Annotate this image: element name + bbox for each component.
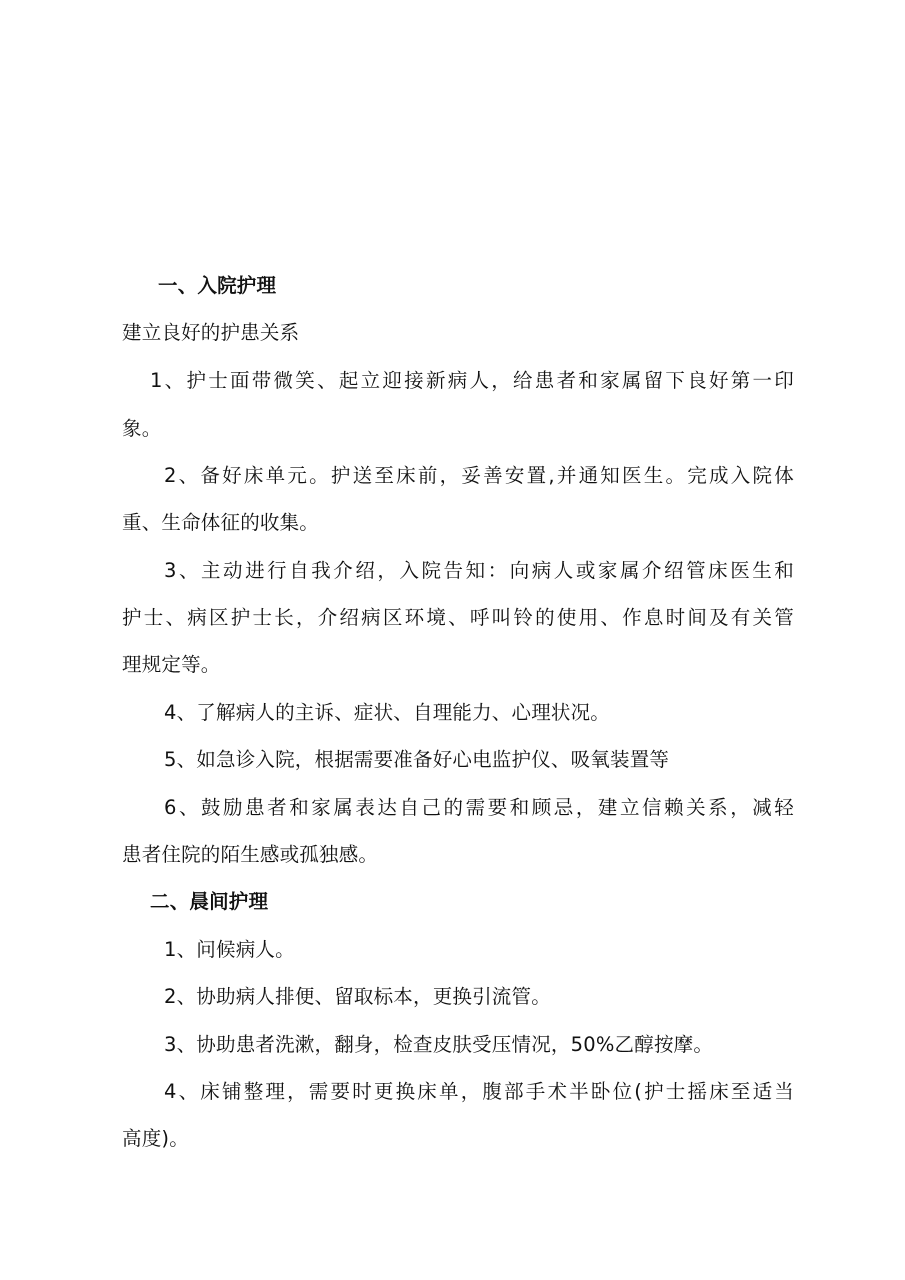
list-item-6-line1: 6、鼓励患者和家属表达自己的需要和顾忌，建立信赖关系，减轻 <box>164 796 794 819</box>
section-heading-admission: 一、入院护理 <box>158 274 277 297</box>
list-item-5-line1: 5、如急诊入院，根据需要准备好心电监护仪、吸氧装置等 <box>164 748 670 771</box>
list-item-3-line3: 理规定等。 <box>122 653 221 676</box>
list-item-3-line1: 3、协助患者洗漱，翻身，检查皮肤受压情况，50%乙醇按摩。 <box>164 1033 714 1056</box>
section-heading-morning-care: 二、晨间护理 <box>150 890 269 913</box>
list-item-1-line1: 1、护士面带微笑、起立迎接新病人，给患者和家属留下良好第一印 <box>150 369 794 392</box>
list-item-3-line2: 护士、病区护士长，介绍病区环境、呼叫铃的使用、作息时间及有关管 <box>122 606 794 629</box>
list-item-3-line1: 3、主动进行自我介绍，入院告知：向病人或家属介绍管床医生和 <box>164 559 794 582</box>
list-item-4-line1: 4、了解病人的主诉、症状、自理能力、心理状况。 <box>164 701 611 724</box>
list-item-1-line2: 象。 <box>122 417 162 440</box>
list-item-6-line2: 患者住院的陌生感或孤独感。 <box>122 843 379 866</box>
list-item-2-line2: 重、生命体征的收集。 <box>122 511 320 534</box>
list-item-2-line1: 2、协助病人排便、留取标本，更换引流管。 <box>164 985 551 1008</box>
section-intro: 建立良好的护患关系 <box>122 321 300 344</box>
list-item-4-line1: 4、床铺整理，需要时更换床单，腹部手术半卧位(护士摇床至适当 <box>164 1080 794 1103</box>
list-item-1-line1: 1、问候病人。 <box>164 938 295 961</box>
list-item-4-line2: 高度)。 <box>122 1127 189 1150</box>
list-item-2-line1: 2、备好床单元。护送至床前，妥善安置,并通知医生。完成入院体 <box>164 464 794 487</box>
